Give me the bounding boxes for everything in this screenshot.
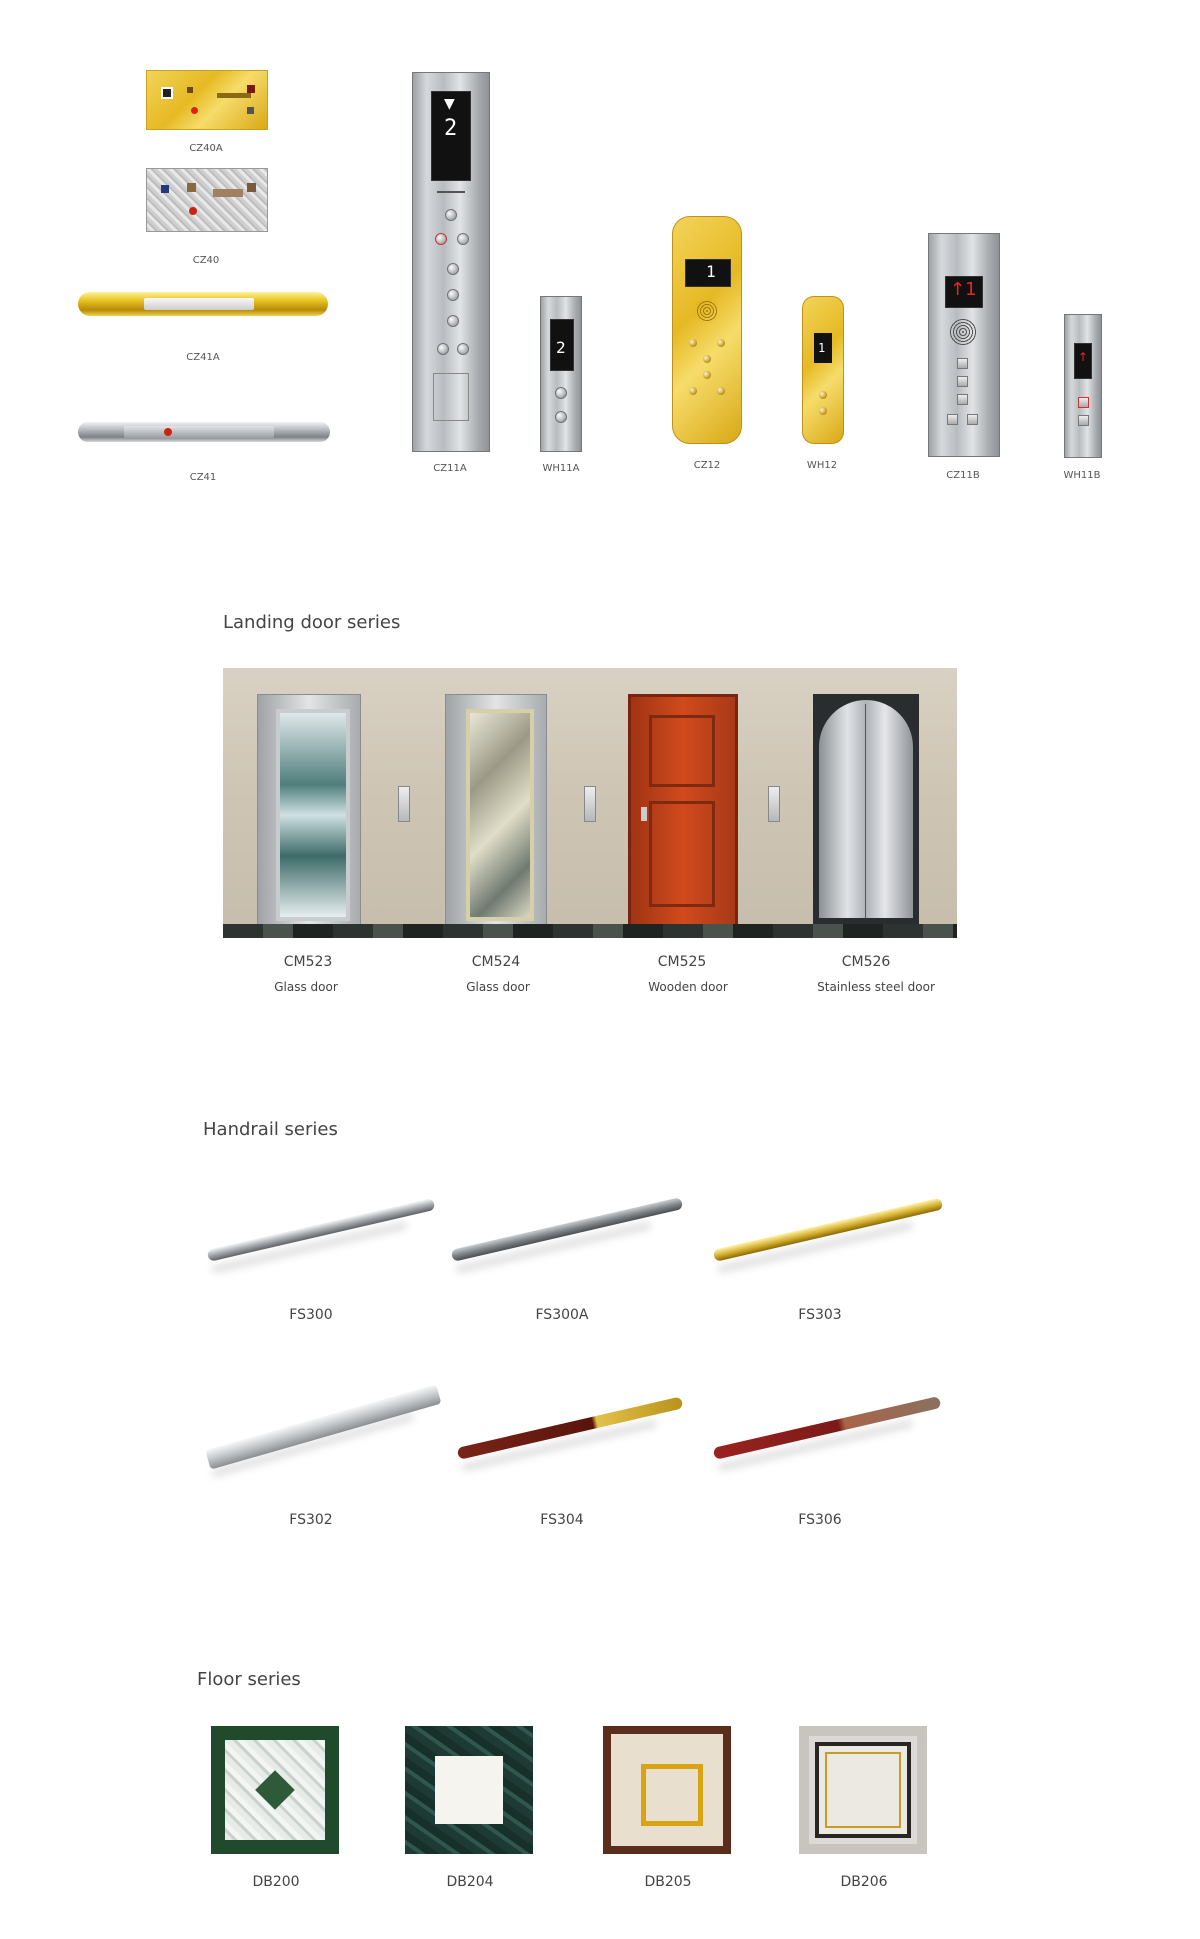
floor-code: DB200 [252, 1874, 300, 1890]
panel-code: WH12 [806, 460, 838, 471]
panel-cz41a-image [78, 292, 328, 316]
floor-db200-image [211, 1726, 339, 1854]
floor-db205-image [603, 1726, 731, 1854]
panel-wh11b-image: ↑ [1064, 314, 1102, 458]
handrail-code: FS300A [535, 1307, 589, 1323]
panel-code: CZ12 [693, 460, 721, 471]
floor-code: DB204 [446, 1874, 494, 1890]
panel-wh12-image [802, 296, 844, 444]
panel-code: CZ41A [186, 352, 220, 363]
floor-code: DB205 [644, 1874, 692, 1890]
door-type: Wooden door [648, 980, 728, 994]
panel-cz11b-image: ↑1 [928, 233, 1000, 457]
panel-wh11a-image [540, 296, 582, 452]
door-type: Glass door [466, 980, 530, 994]
landing-door-title: Landing door series [223, 612, 401, 633]
panel-code: CZ11A [433, 463, 467, 474]
panel-cz12-image [672, 216, 742, 444]
panel-code: WH11B [1063, 470, 1101, 481]
handrail-fs302-image [205, 1384, 441, 1469]
floor-display: 1 [818, 341, 826, 355]
panel-code: WH11A [542, 463, 580, 474]
floor-display: 2 [556, 338, 566, 357]
floor-db206-image [799, 1726, 927, 1854]
panel-code: CZ40A [189, 143, 223, 154]
door-code: CM525 [657, 954, 707, 970]
panel-code: CZ11B [946, 470, 980, 481]
handrail-code: FS306 [798, 1512, 842, 1528]
floor-display: 1 [706, 262, 716, 281]
door-type: Stainless steel door [817, 980, 935, 994]
panel-cz40a-image [146, 70, 268, 130]
floor-title: Floor series [197, 1669, 301, 1690]
door-code: CM524 [471, 954, 521, 970]
handrail-code: FS304 [540, 1512, 584, 1528]
panel-cz11a-image: ▼ 2 [412, 72, 490, 452]
floor-code: DB206 [840, 1874, 888, 1890]
handrail-title: Handrail series [203, 1119, 338, 1140]
handrail-code: FS303 [798, 1307, 842, 1323]
panel-cz40-image [146, 168, 268, 232]
door-type: Glass door [274, 980, 338, 994]
floor-db204-image [405, 1726, 533, 1854]
handrail-code: FS302 [289, 1512, 333, 1528]
panel-code: CZ41 [189, 472, 217, 483]
panel-code: CZ40 [192, 255, 220, 266]
handrail-code: FS300 [289, 1307, 333, 1323]
landing-door-image [223, 668, 957, 938]
door-code: CM526 [841, 954, 891, 970]
floor-display: 2 [444, 116, 458, 141]
panel-cz41-image [78, 422, 330, 442]
door-code: CM523 [283, 954, 333, 970]
